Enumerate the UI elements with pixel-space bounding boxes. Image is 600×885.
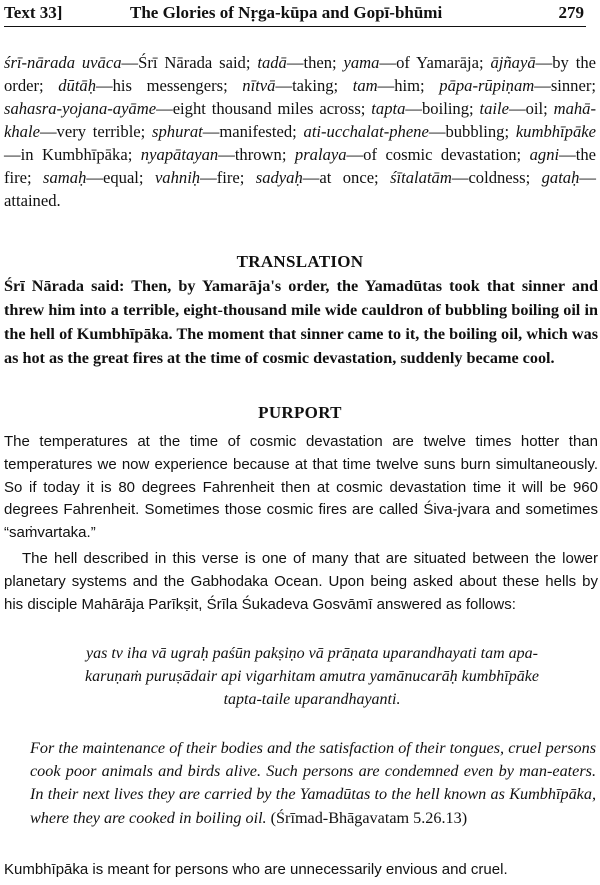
synonym-term: nyapātayan <box>140 145 219 164</box>
quote-text: For the maintenance of their bodies and the satisfaction of their tongues, cruel persons cook poor animals and birds alive. Such persons are condemned even by man-eaters. In their next lives they are carried by the Yamadūtas to the hell known as Kumbhīpāka, where they are cooked in boiling oil. <box>30 739 596 827</box>
synonym-term: tapta <box>371 99 406 118</box>
sanskrit-verse <box>42 642 582 711</box>
synonym-meaning: —by the order; <box>4 53 596 95</box>
synonym-term: dūtāḥ <box>58 76 97 95</box>
synonym-meaning: —at once; <box>302 168 391 187</box>
synonym-term: pāpa-rūpiṇam <box>439 76 535 95</box>
synonym-meaning: —in Kumbhīpāka; <box>4 145 141 164</box>
purport-heading: PURPORT <box>258 403 342 422</box>
synonym-term: samaḥ <box>43 168 87 187</box>
word-for-word-synonyms <box>4 51 596 212</box>
synonym-term: kumbhīpāke <box>515 122 596 141</box>
synonym-meaning: —him; <box>377 76 440 95</box>
synonym-meaning: —of Yamarāja; <box>379 53 491 72</box>
synonym-meaning: —then; <box>286 53 344 72</box>
verse-line: tapta-taile uparandhayanti. <box>223 691 401 708</box>
synonym-meaning: —fire; <box>200 168 256 187</box>
synonym-term: sphurat <box>152 122 203 141</box>
verse-translation-quote <box>30 737 596 830</box>
synonym-meaning: —manifested; <box>202 122 304 141</box>
running-head-title: The Glories of Nṛga-kūpa and Gopī-bhūmi <box>130 3 443 22</box>
synonym-meaning: —sinner; <box>534 76 596 95</box>
verse-line: karuṇaṁ puruṣādair api vigarhitam amutra yamānucarāḥ kumbhīpāke <box>85 668 539 685</box>
synonym-term: sahasra-yojana-ayāme <box>4 99 157 118</box>
synonym-term: sadyaḥ <box>255 168 303 187</box>
quote-reference: (Śrīmad-Bhāgavatam 5.26.13) <box>270 808 468 827</box>
verse-line: yas tv iha vā ugraḥ paśūn pakṣiṇo vā prāṇata uparandhayati tam apa- <box>86 645 538 662</box>
synonym-meaning: —his messengers; <box>96 76 243 95</box>
synonym-meaning: —boiling; <box>405 99 480 118</box>
synonym-term: tam <box>352 76 378 95</box>
running-head-chapter: Text 33] <box>4 3 63 22</box>
synonym-term: gataḥ <box>541 168 580 187</box>
purport-paragraph: Kumbhīpāka is meant for persons who are unnecessarily envious and cruel. <box>4 861 508 878</box>
synonym-term: ati-ucchalat-phene <box>303 122 429 141</box>
synonym-term: taile <box>479 99 509 118</box>
synonym-term: yama <box>343 53 380 72</box>
purport-paragraph: The temperatures at the time of cosmic devastation are twelve times hotter than temperatures we now experience because at that time twelve suns burn simultaneously. So if today it is 80 degrees Fahrenheit then at cosmic devastation time it will be 960 degrees Fahrenheit. Sometimes those cosmic fires are called Śiva-jvara and sometimes “saṁvartaka.” <box>4 433 598 542</box>
translation-heading: TRANSLATION <box>236 252 364 271</box>
synonym-meaning: —of cosmic devastation; <box>346 145 530 164</box>
synonym-meaning: —attained. <box>4 168 596 210</box>
synonym-term: nītvā <box>242 76 276 95</box>
synonym-term: tadā <box>257 53 287 72</box>
synonym-term: pralaya <box>294 145 347 164</box>
purport-paragraph: The hell described in this verse is one of many that are situated between the lower planetary systems and the Gabhodaka Ocean. Upon being asked about these hells by his disciple Mahārāja Parīkṣit, Śrīla Śukadeva Gosvāmī answered as follows: <box>4 550 598 613</box>
synonym-meaning: —equal; <box>86 168 155 187</box>
synonym-term: agni <box>529 145 560 164</box>
synonym-meaning: —coldness; <box>451 168 542 187</box>
synonym-meaning: —eight thousand miles across; <box>156 99 372 118</box>
running-head <box>4 0 586 27</box>
synonym-meaning: —the fire; <box>4 145 596 187</box>
page-number: 279 <box>558 3 584 22</box>
synonym-meaning: —oil; <box>509 99 554 118</box>
synonym-term: mahā-khale <box>4 99 596 141</box>
synonym-term: śrī-nārada uvāca <box>4 53 122 72</box>
synonym-term: śītalatām <box>390 168 452 187</box>
synonym-meaning: —thrown; <box>218 145 295 164</box>
synonym-meaning: —bubbling; <box>428 122 516 141</box>
synonym-term: ājñayā <box>490 53 536 72</box>
synonym-meaning: —very terrible; <box>39 122 153 141</box>
translation-text: Śrī Nārada said: Then, by Yamarāja's order, the Yamadūtas took that sinner and threw him into a terrible, eight-thousand mile wide cauldron of bubbling boiling oil in the hell of Kumbhīpāka. The moment that sinner came to it, the boiling oil, which was as hot as the great fires at the time of cosmic devastation, suddenly became cool. <box>4 277 598 367</box>
synonym-term: vahniḥ <box>154 168 201 187</box>
synonym-meaning: —taking; <box>275 76 353 95</box>
synonym-meaning: —Śrī Nārada said; <box>121 53 258 72</box>
